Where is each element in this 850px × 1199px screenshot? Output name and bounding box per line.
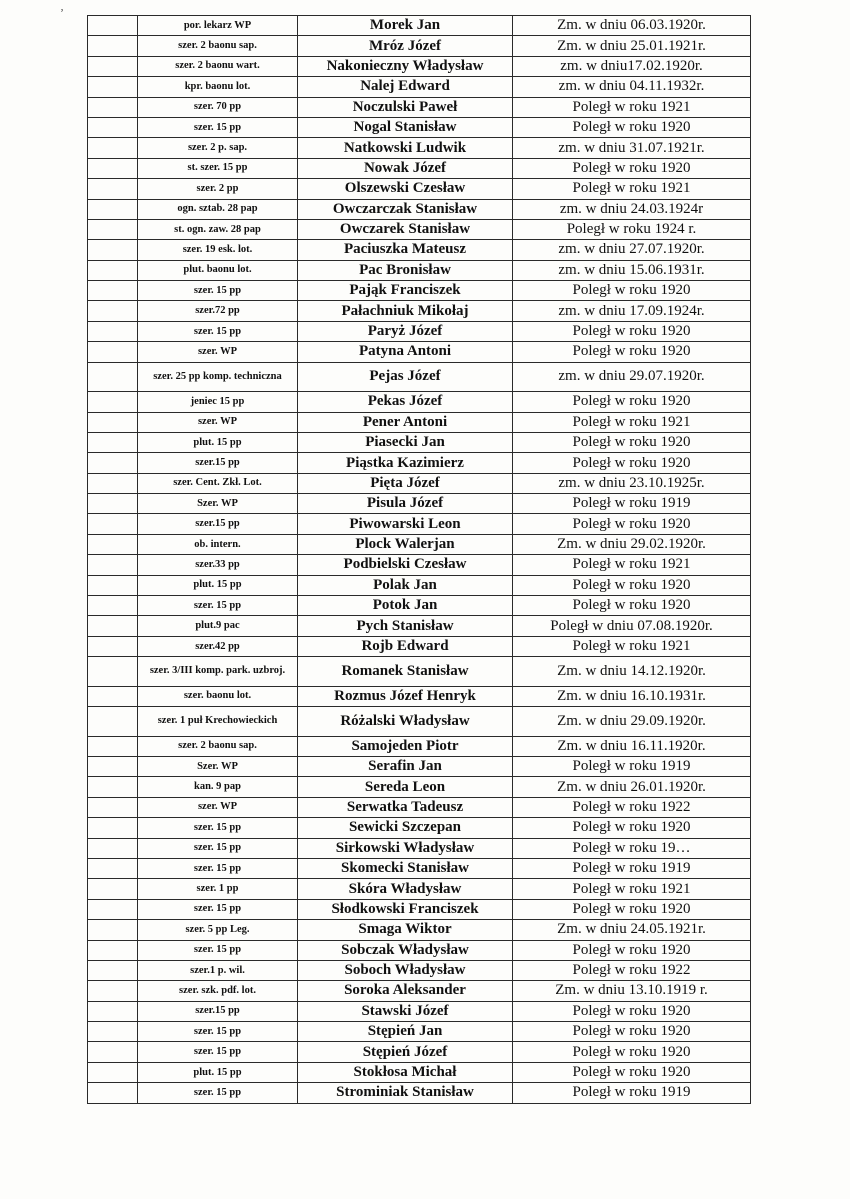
table-row: [88, 342, 751, 362]
table-row: [88, 777, 751, 797]
name-cell: Pych Stanisław: [298, 616, 513, 636]
row-index-cell: [88, 514, 138, 534]
rank-cell: por. lekarz WP: [138, 16, 298, 36]
fate-cell: Poległ w roku 1920: [513, 1001, 751, 1021]
rank-cell: plut. 15 pp: [138, 1062, 298, 1082]
rank-cell: Szer. WP: [138, 494, 298, 514]
table-row: [88, 1001, 751, 1021]
fate-cell: zm. w dniu 17.09.1924r.: [513, 301, 751, 321]
rank-cell: szer.72 pp: [138, 301, 298, 321]
table-row: [88, 392, 751, 412]
name-cell: Nakonieczny Władysław: [298, 56, 513, 76]
fate-cell: Poległ w roku 1921: [513, 636, 751, 656]
row-index-cell: [88, 960, 138, 980]
table-row: [88, 757, 751, 777]
fate-cell: Poległ w roku 1922: [513, 960, 751, 980]
rank-cell: szer.33 pp: [138, 555, 298, 575]
row-index-cell: [88, 920, 138, 940]
fate-cell: Poległ w roku 1920: [513, 158, 751, 178]
row-index-cell: [88, 575, 138, 595]
rank-cell: szer.15 pp: [138, 1001, 298, 1021]
name-cell: Skóra Władysław: [298, 879, 513, 899]
name-cell: Strominiak Stanisław: [298, 1083, 513, 1103]
fate-cell: zm. w dniu 23.10.1925r.: [513, 473, 751, 493]
table-row: [88, 534, 751, 554]
name-cell: Skomecki Stanisław: [298, 858, 513, 878]
row-index-cell: [88, 879, 138, 899]
fate-cell: Poległ w roku 1919: [513, 494, 751, 514]
row-index-cell: [88, 342, 138, 362]
name-cell: Słodkowski Franciszek: [298, 899, 513, 919]
fate-cell: Poległ w roku 1919: [513, 757, 751, 777]
row-index-cell: [88, 686, 138, 706]
name-cell: Stokłosa Michał: [298, 1062, 513, 1082]
name-cell: Owczarczak Stanisław: [298, 199, 513, 219]
table-row: [88, 940, 751, 960]
fate-cell: Poległ w roku 1921: [513, 412, 751, 432]
name-cell: Natkowski Ludwik: [298, 138, 513, 158]
row-index-cell: [88, 281, 138, 301]
row-index-cell: [88, 616, 138, 636]
table-row: [88, 494, 751, 514]
table-row: [88, 899, 751, 919]
fate-cell: Zm. w dniu 26.01.1920r.: [513, 777, 751, 797]
row-index-cell: [88, 899, 138, 919]
table-row: [88, 56, 751, 76]
row-index-cell: [88, 321, 138, 341]
row-index-cell: [88, 981, 138, 1001]
name-cell: Mróz Józef: [298, 36, 513, 56]
name-cell: Sewicki Szczepan: [298, 818, 513, 838]
rank-cell: kpr. baonu lot.: [138, 77, 298, 97]
name-cell: Piąstka Kazimierz: [298, 453, 513, 473]
table-row: [88, 797, 751, 817]
fate-cell: Zm. w dniu 16.10.1931r.: [513, 686, 751, 706]
row-index-cell: [88, 818, 138, 838]
rank-cell: szer. 15 pp: [138, 1083, 298, 1103]
row-index-cell: [88, 1022, 138, 1042]
roster-body: [88, 16, 751, 1104]
table-row: [88, 301, 751, 321]
table-row: [88, 453, 751, 473]
table-row: [88, 260, 751, 280]
fate-cell: Poległ w roku 1921: [513, 97, 751, 117]
rank-cell: szer. 2 baonu sap.: [138, 736, 298, 756]
row-index-cell: [88, 1001, 138, 1021]
rank-cell: szer. 15 pp: [138, 596, 298, 616]
fate-cell: Zm. w dniu 13.10.1919 r.: [513, 981, 751, 1001]
table-row: [88, 858, 751, 878]
fate-cell: zm. w dniu 27.07.1920r.: [513, 240, 751, 260]
table-row: [88, 117, 751, 137]
name-cell: Stępień Józef: [298, 1042, 513, 1062]
table-row: [88, 240, 751, 260]
fate-cell: Poległ w roku 1920: [513, 321, 751, 341]
fate-cell: Poległ w roku 1920: [513, 940, 751, 960]
fate-cell: Zm. w dniu 06.03.1920r.: [513, 16, 751, 36]
name-cell: Pisula Józef: [298, 494, 513, 514]
name-cell: Pener Antoni: [298, 412, 513, 432]
row-index-cell: [88, 473, 138, 493]
fate-cell: Poległ w roku 1920: [513, 575, 751, 595]
rank-cell: jeniec 15 pp: [138, 392, 298, 412]
row-index-cell: [88, 432, 138, 452]
rank-cell: szer.1 p. wil.: [138, 960, 298, 980]
table-row: [88, 818, 751, 838]
row-index-cell: [88, 596, 138, 616]
table-row: [88, 138, 751, 158]
fate-cell: Poległ w roku 1920: [513, 1022, 751, 1042]
row-index-cell: [88, 453, 138, 473]
table-row: [88, 838, 751, 858]
fate-cell: zm. w dniu17.02.1920r.: [513, 56, 751, 76]
name-cell: Noczulski Paweł: [298, 97, 513, 117]
table-row: [88, 362, 751, 392]
row-index-cell: [88, 858, 138, 878]
rank-cell: plut. 15 pp: [138, 432, 298, 452]
name-cell: Różalski Władysław: [298, 707, 513, 737]
row-index-cell: [88, 138, 138, 158]
table-row: [88, 321, 751, 341]
rank-cell: szer. WP: [138, 797, 298, 817]
row-index-cell: [88, 412, 138, 432]
row-index-cell: [88, 797, 138, 817]
rank-cell: szer. 15 pp: [138, 858, 298, 878]
row-index-cell: [88, 757, 138, 777]
rank-cell: szer. 15 pp: [138, 940, 298, 960]
fate-cell: Zm. w dniu 14.12.1920r.: [513, 657, 751, 687]
name-cell: Sirkowski Władysław: [298, 838, 513, 858]
fate-cell: zm. w dniu 04.11.1932r.: [513, 77, 751, 97]
rank-cell: szer. Cent. Zkł. Lot.: [138, 473, 298, 493]
name-cell: Soroka Aleksander: [298, 981, 513, 1001]
name-cell: Stępień Jan: [298, 1022, 513, 1042]
name-cell: Olszewski Czesław: [298, 179, 513, 199]
rank-cell: szer. 1 puł Krechowieckich: [138, 707, 298, 737]
table-row: [88, 77, 751, 97]
rank-cell: szer. 2 pp: [138, 179, 298, 199]
table-row: [88, 432, 751, 452]
fate-cell: Poległ w roku 1920: [513, 453, 751, 473]
rank-cell: szer. 15 pp: [138, 838, 298, 858]
row-index-cell: [88, 219, 138, 239]
row-index-cell: [88, 199, 138, 219]
fate-cell: Poległ w roku 1920: [513, 818, 751, 838]
row-index-cell: [88, 534, 138, 554]
name-cell: Pac Bronisław: [298, 260, 513, 280]
rank-cell: szer. szk. pdf. lot.: [138, 981, 298, 1001]
rank-cell: szer. 15 pp: [138, 1042, 298, 1062]
rank-cell: st. szer. 15 pp: [138, 158, 298, 178]
table-row: [88, 707, 751, 737]
name-cell: Nowak Józef: [298, 158, 513, 178]
name-cell: Samojeden Piotr: [298, 736, 513, 756]
fate-cell: zm. w dniu 29.07.1920r.: [513, 362, 751, 392]
fate-cell: Zm. w dniu 24.05.1921r.: [513, 920, 751, 940]
table-row: [88, 920, 751, 940]
table-row: [88, 686, 751, 706]
rank-cell: szer. 2 p. sap.: [138, 138, 298, 158]
fate-cell: Zm. w dniu 29.09.1920r.: [513, 707, 751, 737]
table-row: [88, 514, 751, 534]
rank-cell: szer. 15 pp: [138, 117, 298, 137]
row-index-cell: [88, 777, 138, 797]
fate-cell: Poległ w roku 1924 r.: [513, 219, 751, 239]
fate-cell: Poległ w roku 1920: [513, 342, 751, 362]
row-index-cell: [88, 16, 138, 36]
rank-cell: szer.15 pp: [138, 453, 298, 473]
name-cell: Serwatka Tadeusz: [298, 797, 513, 817]
name-cell: Pejas Józef: [298, 362, 513, 392]
fate-cell: zm. w dniu 31.07.1921r.: [513, 138, 751, 158]
name-cell: Rozmus Józef Henryk: [298, 686, 513, 706]
table-row: [88, 616, 751, 636]
fate-cell: Poległ w roku 1920: [513, 1062, 751, 1082]
rank-cell: szer. 25 pp komp. techniczna: [138, 362, 298, 392]
table-row: [88, 636, 751, 656]
table-row: [88, 281, 751, 301]
fate-cell: Poległ w roku 1920: [513, 392, 751, 412]
row-index-cell: [88, 97, 138, 117]
row-index-cell: [88, 77, 138, 97]
name-cell: Serafin Jan: [298, 757, 513, 777]
name-cell: Podbielski Czesław: [298, 555, 513, 575]
table-row: [88, 158, 751, 178]
table-row: [88, 1042, 751, 1062]
row-index-cell: [88, 56, 138, 76]
name-cell: Sereda Leon: [298, 777, 513, 797]
name-cell: Owczarek Stanisław: [298, 219, 513, 239]
name-cell: Nogal Stanisław: [298, 117, 513, 137]
rank-cell: szer. 2 baonu wart.: [138, 56, 298, 76]
fate-cell: Poległ w roku 1920: [513, 596, 751, 616]
rank-cell: szer. 19 esk. lot.: [138, 240, 298, 260]
name-cell: Stawski Józef: [298, 1001, 513, 1021]
burial-roster-table: [87, 15, 751, 1104]
name-cell: Pięta Józef: [298, 473, 513, 493]
rank-cell: szer. 2 baonu sap.: [138, 36, 298, 56]
rank-cell: szer. 3/III komp. park. uzbroj.: [138, 657, 298, 687]
fate-cell: Poległ w roku 1922: [513, 797, 751, 817]
rank-cell: szer. 15 pp: [138, 818, 298, 838]
rank-cell: st. ogn. zaw. 28 pap: [138, 219, 298, 239]
fate-cell: Poległ w roku 1920: [513, 281, 751, 301]
table-row: [88, 596, 751, 616]
table-row: [88, 412, 751, 432]
table-row: [88, 1022, 751, 1042]
row-index-cell: [88, 636, 138, 656]
row-index-cell: [88, 117, 138, 137]
name-cell: Paryż Józef: [298, 321, 513, 341]
table-row: [88, 16, 751, 36]
name-cell: Polak Jan: [298, 575, 513, 595]
row-index-cell: [88, 301, 138, 321]
rank-cell: szer. WP: [138, 342, 298, 362]
fate-cell: zm. w dniu 15.06.1931r.: [513, 260, 751, 280]
row-index-cell: [88, 179, 138, 199]
name-cell: Pekas Józef: [298, 392, 513, 412]
table-row: [88, 960, 751, 980]
table-row: [88, 575, 751, 595]
name-cell: Nalej Edward: [298, 77, 513, 97]
row-index-cell: [88, 392, 138, 412]
rank-cell: szer. 15 pp: [138, 281, 298, 301]
rank-cell: ogn. sztab. 28 pap: [138, 199, 298, 219]
table-row: [88, 879, 751, 899]
rank-cell: szer. 1 pp: [138, 879, 298, 899]
row-index-cell: [88, 1062, 138, 1082]
table-row: [88, 199, 751, 219]
fate-cell: Poległ w roku 1921: [513, 879, 751, 899]
row-index-cell: [88, 838, 138, 858]
rank-cell: plut.9 pac: [138, 616, 298, 636]
name-cell: Pałachniuk Mikołaj: [298, 301, 513, 321]
table-row: [88, 1062, 751, 1082]
table-row: [88, 657, 751, 687]
fate-cell: Poległ w roku 1921: [513, 555, 751, 575]
fate-cell: Poległ w dniu 07.08.1920r.: [513, 616, 751, 636]
row-index-cell: [88, 260, 138, 280]
fate-cell: Poległ w roku 1920: [513, 432, 751, 452]
name-cell: Pająk Franciszek: [298, 281, 513, 301]
row-index-cell: [88, 494, 138, 514]
rank-cell: szer. WP: [138, 412, 298, 432]
name-cell: Sobczak Władysław: [298, 940, 513, 960]
name-cell: Patyna Antoni: [298, 342, 513, 362]
rank-cell: szer. 15 pp: [138, 899, 298, 919]
fate-cell: Zm. w dniu 16.11.1920r.: [513, 736, 751, 756]
row-index-cell: [88, 36, 138, 56]
table-row: [88, 219, 751, 239]
row-index-cell: [88, 736, 138, 756]
table-row: [88, 473, 751, 493]
table-row: [88, 981, 751, 1001]
name-cell: Paciuszka Mateusz: [298, 240, 513, 260]
name-cell: Potok Jan: [298, 596, 513, 616]
fate-cell: Poległ w roku 1919: [513, 1083, 751, 1103]
fate-cell: Poległ w roku 1920: [513, 1042, 751, 1062]
name-cell: Soboch Władysław: [298, 960, 513, 980]
row-index-cell: [88, 158, 138, 178]
table-row: [88, 36, 751, 56]
name-cell: Plock Walerjan: [298, 534, 513, 554]
row-index-cell: [88, 1042, 138, 1062]
rank-cell: plut. 15 pp: [138, 575, 298, 595]
row-index-cell: [88, 240, 138, 260]
row-index-cell: [88, 362, 138, 392]
name-cell: Piasecki Jan: [298, 432, 513, 452]
scan-mark: ʼ: [60, 6, 64, 20]
rank-cell: szer. baonu lot.: [138, 686, 298, 706]
name-cell: Rojb Edward: [298, 636, 513, 656]
row-index-cell: [88, 555, 138, 575]
rank-cell: kan. 9 pap: [138, 777, 298, 797]
rank-cell: szer. 70 pp: [138, 97, 298, 117]
name-cell: Smaga Wiktor: [298, 920, 513, 940]
rank-cell: szer. 15 pp: [138, 1022, 298, 1042]
row-index-cell: [88, 940, 138, 960]
fate-cell: Poległ w roku 1920: [513, 514, 751, 534]
fate-cell: Zm. w dniu 29.02.1920r.: [513, 534, 751, 554]
rank-cell: ob. intern.: [138, 534, 298, 554]
fate-cell: Poległ w roku 1920: [513, 117, 751, 137]
rank-cell: szer. 5 pp Leg.: [138, 920, 298, 940]
name-cell: Morek Jan: [298, 16, 513, 36]
fate-cell: Zm. w dniu 25.01.1921r.: [513, 36, 751, 56]
name-cell: Romanek Stanisław: [298, 657, 513, 687]
name-cell: Piwowarski Leon: [298, 514, 513, 534]
row-index-cell: [88, 1083, 138, 1103]
table-row: [88, 555, 751, 575]
table-row: [88, 97, 751, 117]
rank-cell: szer.15 pp: [138, 514, 298, 534]
fate-cell: Poległ w roku 1921: [513, 179, 751, 199]
rank-cell: szer.42 pp: [138, 636, 298, 656]
table-row: [88, 736, 751, 756]
row-index-cell: [88, 657, 138, 687]
rank-cell: Szer. WP: [138, 757, 298, 777]
table-row: [88, 1083, 751, 1103]
fate-cell: Poległ w roku 1919: [513, 858, 751, 878]
rank-cell: szer. 15 pp: [138, 321, 298, 341]
rank-cell: plut. baonu lot.: [138, 260, 298, 280]
table-row: [88, 179, 751, 199]
row-index-cell: [88, 707, 138, 737]
fate-cell: Poległ w roku 19…: [513, 838, 751, 858]
fate-cell: Poległ w roku 1920: [513, 899, 751, 919]
fate-cell: zm. w dniu 24.03.1924r: [513, 199, 751, 219]
